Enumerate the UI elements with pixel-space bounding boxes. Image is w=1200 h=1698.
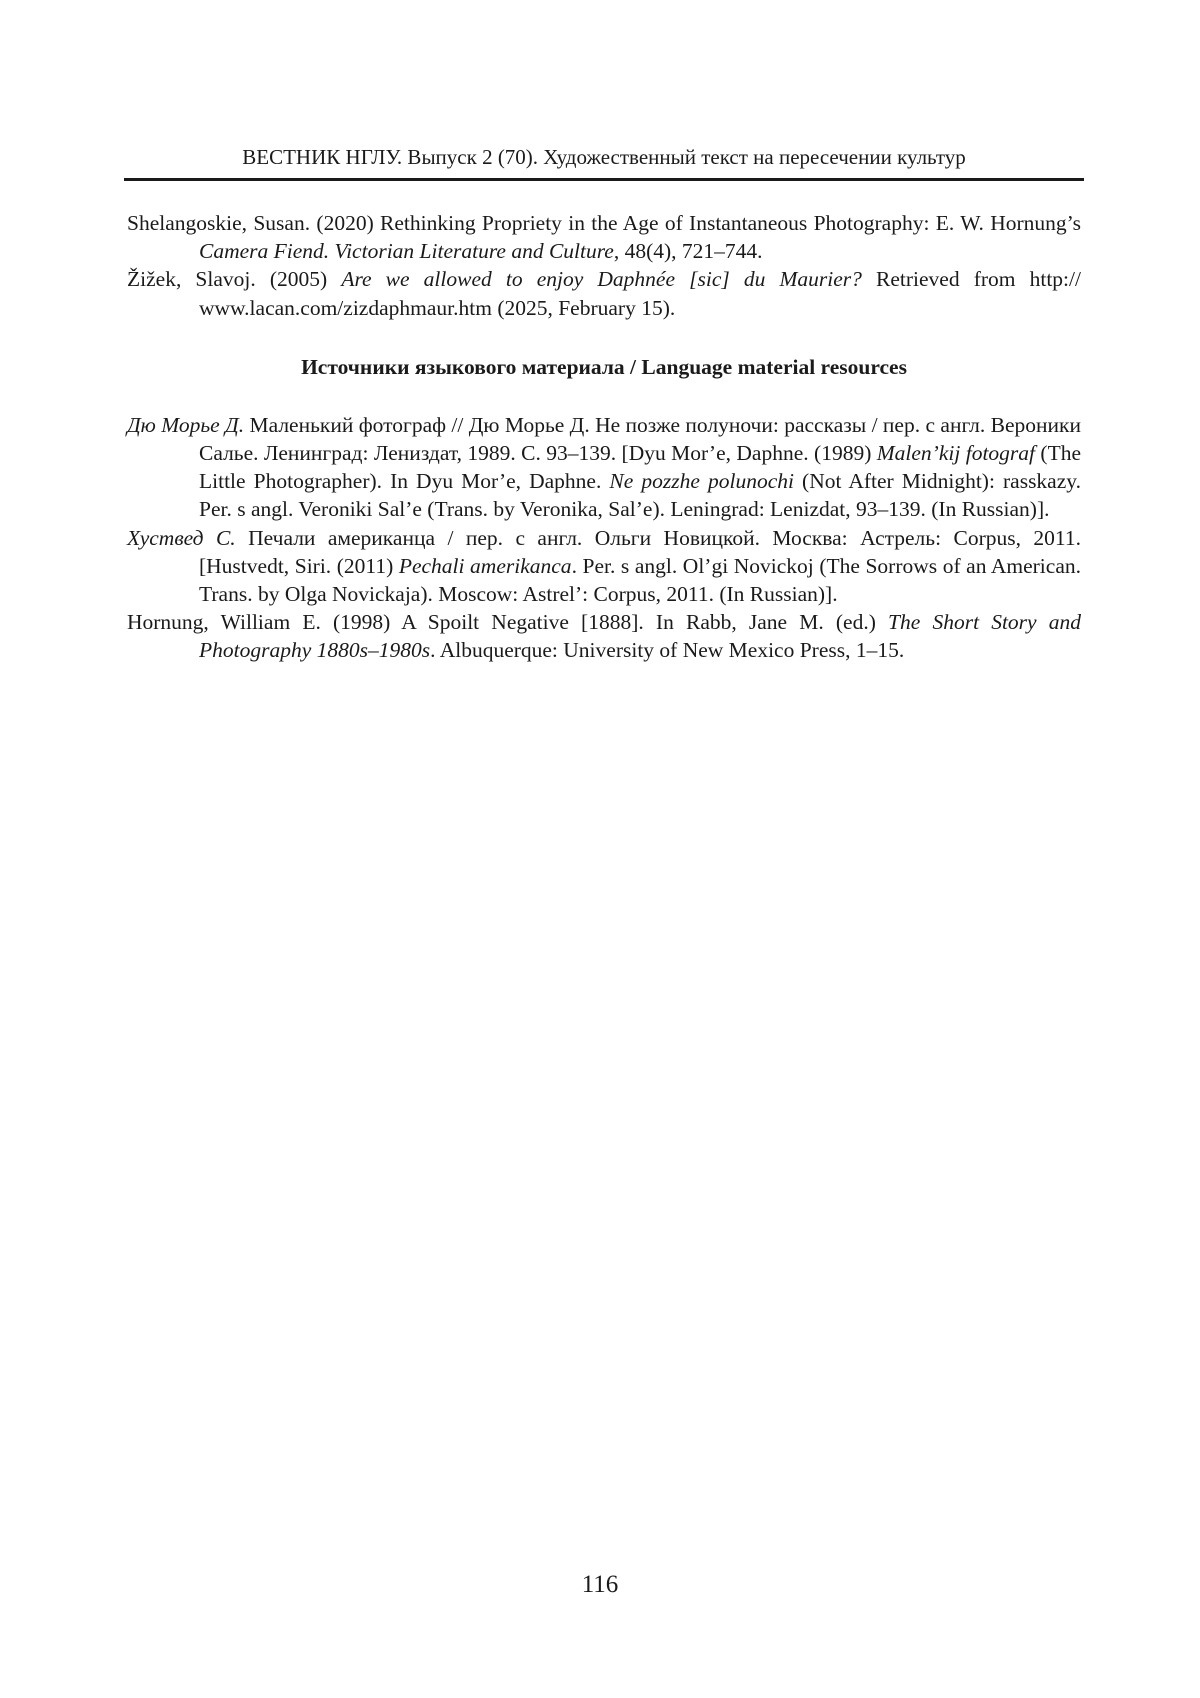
section-heading: Источники языкового материала / Language material resources [127,353,1081,381]
reference-title-italic: Pechali amerikanca [399,554,572,578]
reference-entry [127,411,1081,524]
reference-text: (The Little Photographer). In Dyu Mor’e, Daphne. [199,441,1081,493]
reference-entry [127,209,1081,265]
reference-text: . Per. s angl. Ol’gi Novickoj (The Sorrows of an American. Trans. by Olga Novickaja). Moscow: Astrel’: Corpus, 2011. (In Russian)]. [199,554,1081,606]
reference-text: Shelangoskie, Susan. (2020) Rethinking Propriety in the Age of Instantaneous Photography: E. W. Hornung’s [127,211,1081,235]
reference-title-italic: Хуствед С. [127,526,236,550]
reference-text: . Albuquerque: University of New Mexico Press, 1–15. [430,638,904,662]
page-number: 116 [0,1570,1200,1600]
reference-text: Печали американца / пер. с англ. Ольги Новицкой. Москва: Астрель: Corpus, 2011. [Hustvedt, Siri. (2011) [199,526,1081,578]
reference-entry [127,265,1081,321]
reference-title-italic: Ne pozzhe polunochi [609,469,794,493]
reference-text: Retrieved from http:// www.lacan.com/zizdaphmaur.htm (2025, February 15). [199,267,1081,319]
journal-page [0,0,1200,1698]
reference-text: Маленький фотограф // Дю Морье Д. Не позже полуночи: рассказы / пер. с англ. Вероники Салье. Ленинград: Лениздат, 1989. С. 93–139. [Dyu Mor’e, Daphne. (1989) [199,413,1081,465]
reference-list [127,209,1081,322]
reference-text: (Not After Midnight): rasskazy. Per. s angl. Veroniki Sal’e (Trans. by Veronika, Sal’e). Leningrad: Lenizdat, 93–139. (In Russian)]. [199,469,1081,521]
reference-text: , 48(4), 721–744. [614,239,763,263]
references-body [127,209,1081,665]
reference-title-italic: Дю Морье Д. [127,413,244,437]
reference-text: Žižek, Slavoj. (2005) [127,267,341,291]
source-list [127,411,1081,665]
reference-title-italic: Malen’kij fotograf [877,441,1035,465]
header-rule [124,178,1084,181]
reference-title-italic: The Short Story and Photography 1880s–1980s [199,610,1081,662]
reference-title-italic: Camera Fiend. Victorian Literature and Culture [199,239,614,263]
reference-entry [127,524,1081,609]
reference-text: Hornung, William E. (1998) A Spoilt Negative [1888]. In Rabb, Jane M. (ed.) [127,610,888,634]
reference-title-italic: Are we allowed to enjoy Daphnée [sic] du Maurier? [341,267,862,291]
running-head: ВЕСТНИК НГЛУ. Выпуск 2 (70). Художественный текст на пересечении культур [124,144,1084,170]
reference-entry [127,608,1081,664]
